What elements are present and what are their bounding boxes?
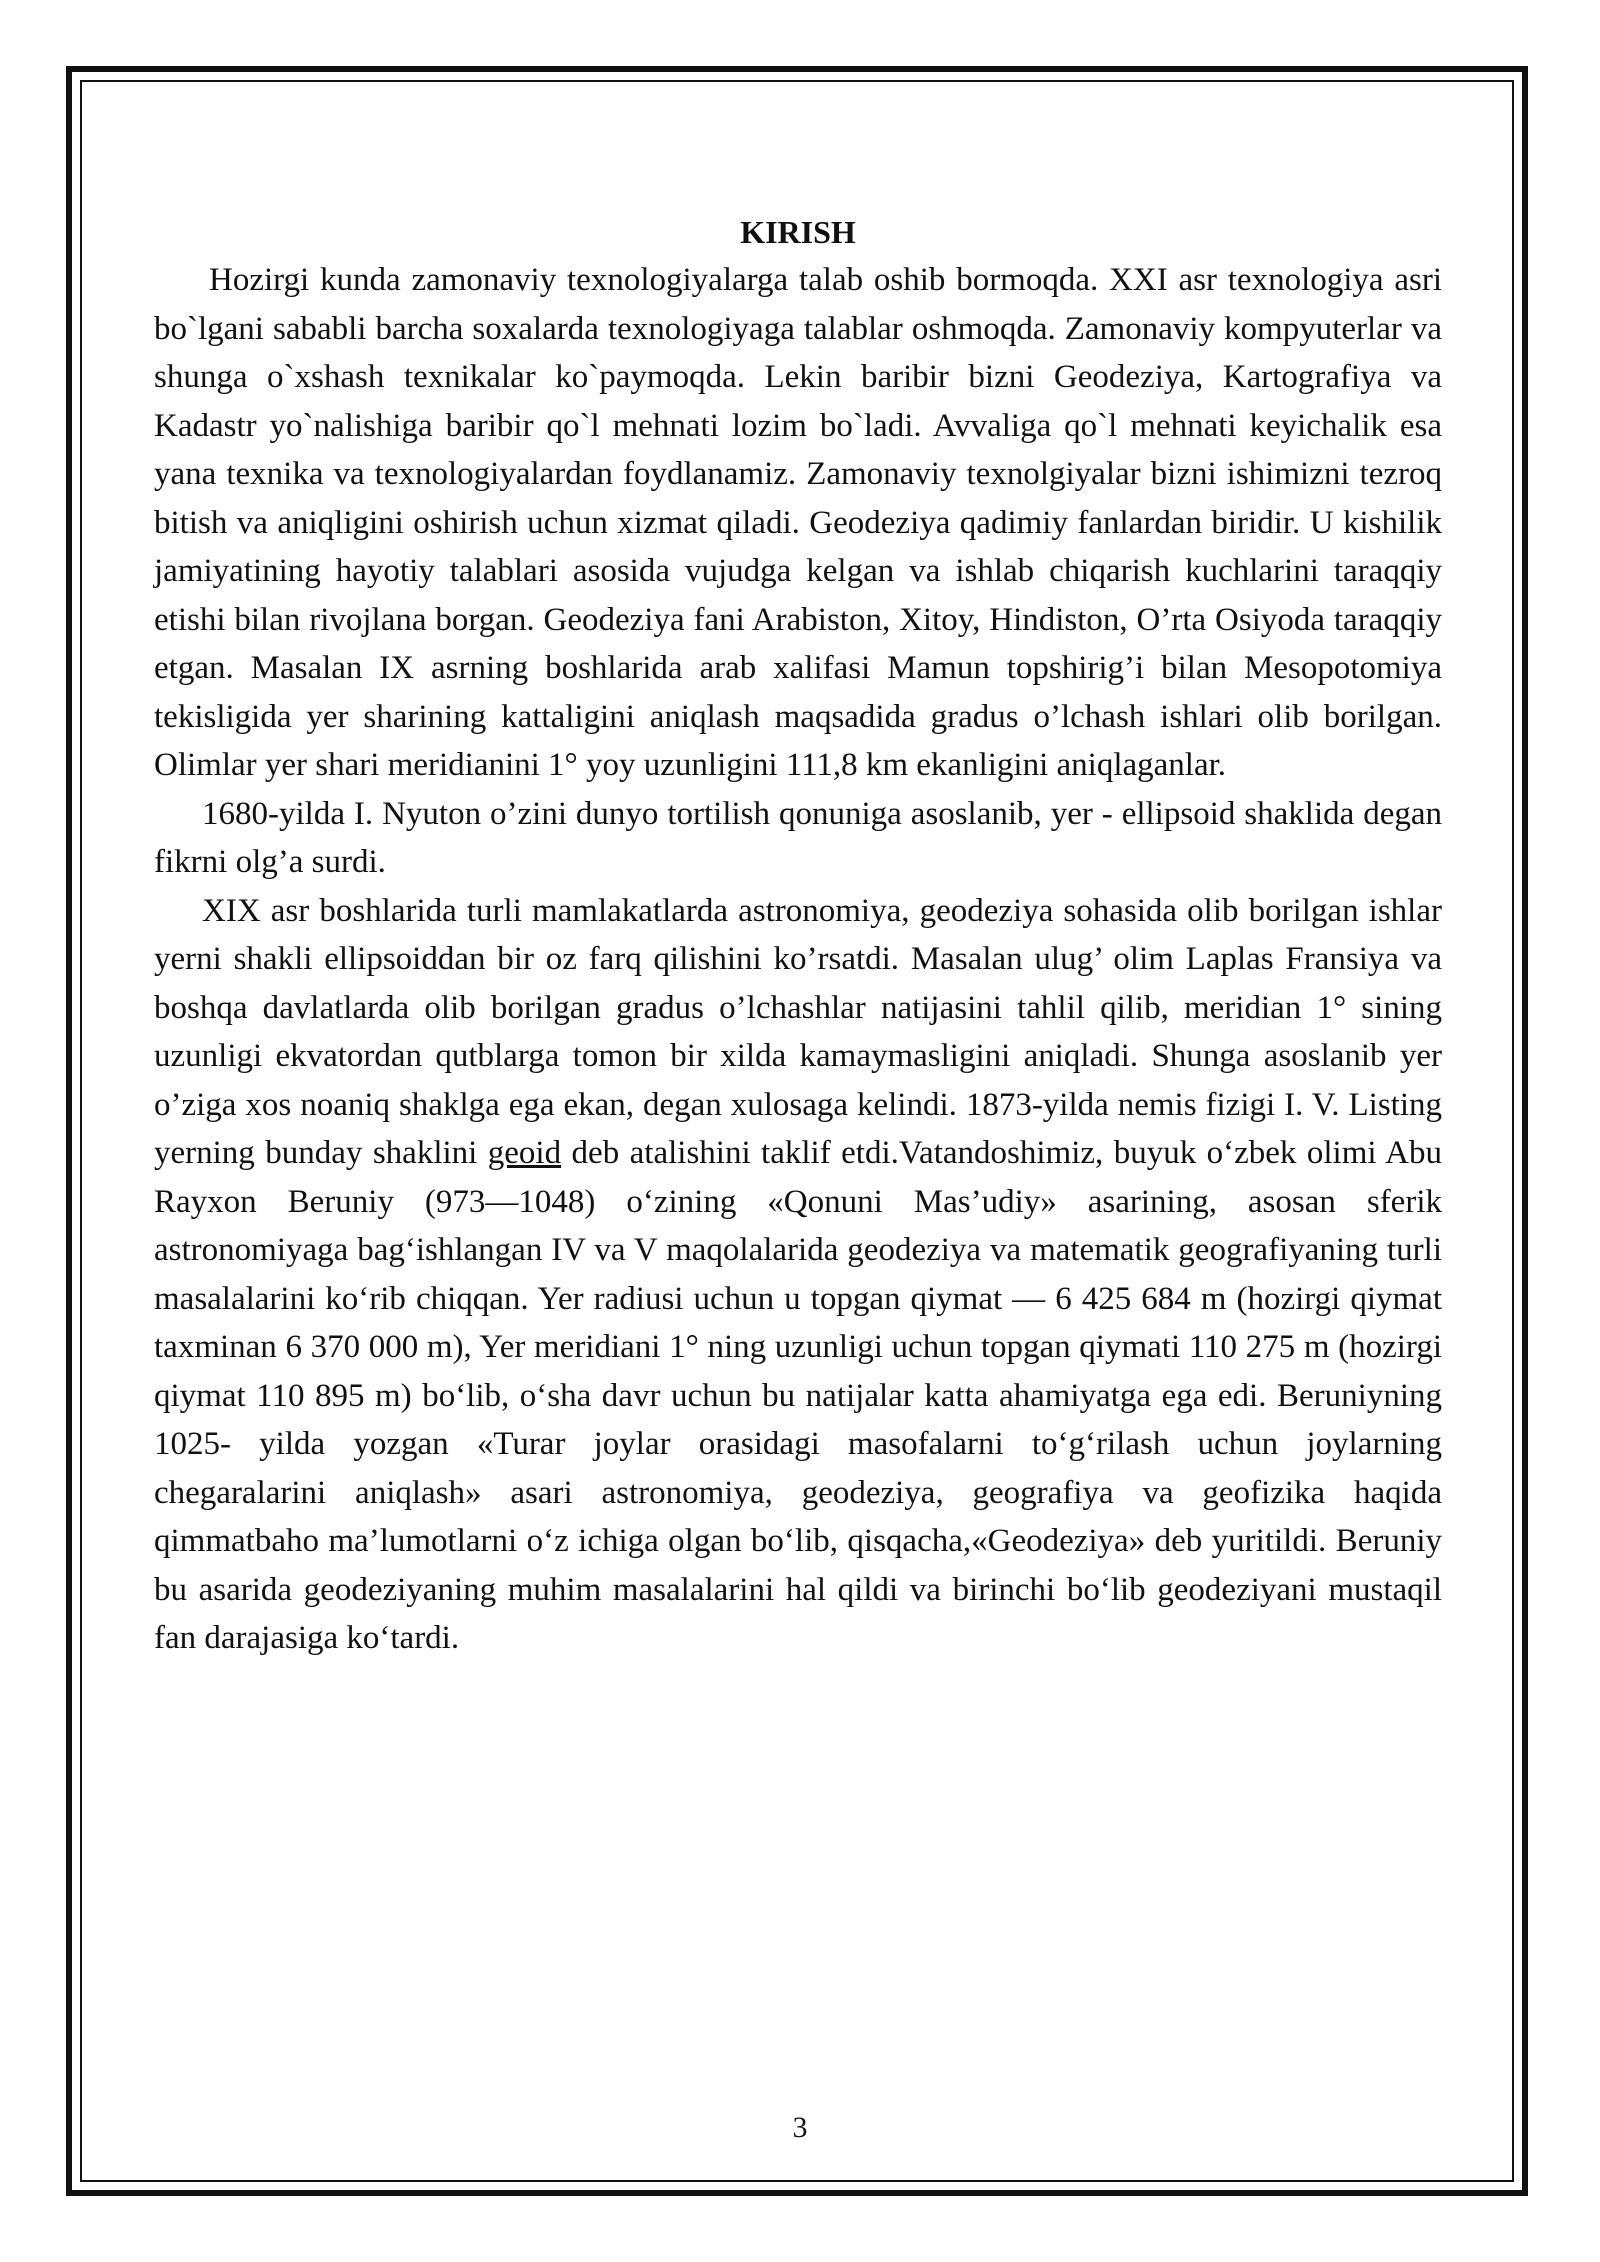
page-number: 3 <box>792 2111 808 2144</box>
paragraph-3 <box>154 887 1442 1663</box>
paragraph-1: Hozirgi kunda zamonaviy texnologiyalarga talab oshib bormoqda. XXI asr texnologiya asri bo`lgani sababli barcha soxalarda texnologiyaga talablar oshmoqda. Zamonaviy kompyuterlar va shunga o`xshash texnikalar ko`paymoqda. Lekin baribir bizni Geodeziya, Kartografiya va Kadastr yo`nalishiga baribir qo`l mehnati lozim bo`ladi. Avvaliga qo`l mehnati keyichalik esa yana texnika va texnologiyalardan foydlanamiz. Zamonaviy texnolgiyalar bizni ishimizni tezroq bitish va aniqligini oshirish uchun xizmat qiladi. Geodeziya qadimiy fanlardan biridir. U kishilik jamiyatining hayotiy talablari asosida vujudga kelgan va ishlab chiqarish kuchlarini taraqqiy etishi bilan rivojlana borgan. Geodeziya fani Arabiston, Xitoy, Hindiston, O’rta Osiyoda taraqqiy etgan. Masalan IX asrning boshlarida arab xalifasi Mamun topshirig’i bilan Mesopotomiya tekisligida yer sharining kattaligini aniqlash maqsadida gradus o’lchash ishlari olib borilgan. Olimlar yer shari meridianini 1° yoy uzunligini 111,8 km ekanligini aniqlaganlar. <box>154 262 1442 783</box>
underlined-term-geoid: geoid <box>487 1135 562 1171</box>
document-title: KIRISH <box>740 214 856 250</box>
document-body <box>154 208 1442 1663</box>
paragraph-3-text-start: XIX asr boshlarida turli mamlakatlarda astronomiya, geodeziya sohasida olib borilgan ishlar yerni shakli ellipsoiddan bir oz farq qilishini ko’rsatdi. Masalan ulug’ olim Laplas Fransiya va boshqa davlatlarda olib borilgan gradus o’lchashlar natijasini tahlil qilib, meridian 1° sining uzunligi ekvatordan qutblarga tomon bir xilda kamaymasligini aniqladi. Shunga asoslanib yer o’ziga xos noaniq shaklga ega ekan, degan xulosaga kelindi. 1873-yilda nemis fizigi I. V. Listing yerning bunday shaklini <box>154 892 1442 1171</box>
paragraph-3-text-end: deb atalishini taklif etdi.Vatandoshimiz, buyuk o‘zbek olimi Abu Rayxon Beruniy (973—1048) o‘zining «Qonuni Mas’udiy» asarining, asosan sferik astronomiyaga bag‘ishlangan IV va V maqolalarida geodeziya va matematik geografiyaning turli masalalarini ko‘rib chiqqan. Yer radiusi uchun u topgan qiymat — 6 425 684 m (hozirgi qiymat taxminan 6 370 000 m), Yer meridiani 1° ning uzunligi uchun topgan qiymati 110 275 m (hozirgi qiymat 110 895 m) bo‘lib, o‘sha davr uchun bu natijalar katta ahamiyatga ega edi. Beruniyning 1025- yilda yozgan «Turar joylar orasidagi masofalarni to‘g‘rilash uchun joylarning chegaralarini aniqlash» asari astronomiya, geodeziya, geografiya va geofizika haqida qimmatbaho ma’lumotlarni o‘z ichiga olgan bo‘lib, qisqacha,«Geodeziya» deb yuritildi. Beruniy bu asarida geodeziyaning muhim masalalarini hal qildi va birinchi bo‘lib geodeziyani mustaqil fan darajasiga ko‘tardi. <box>154 1135 1442 1656</box>
paragraph-2: 1680-yilda I. Nyuton o’zini dunyo tortilish qonuniga asoslanib, yer - ellipsoid shaklida degan fikrni olg’a surdi. <box>154 795 1442 880</box>
